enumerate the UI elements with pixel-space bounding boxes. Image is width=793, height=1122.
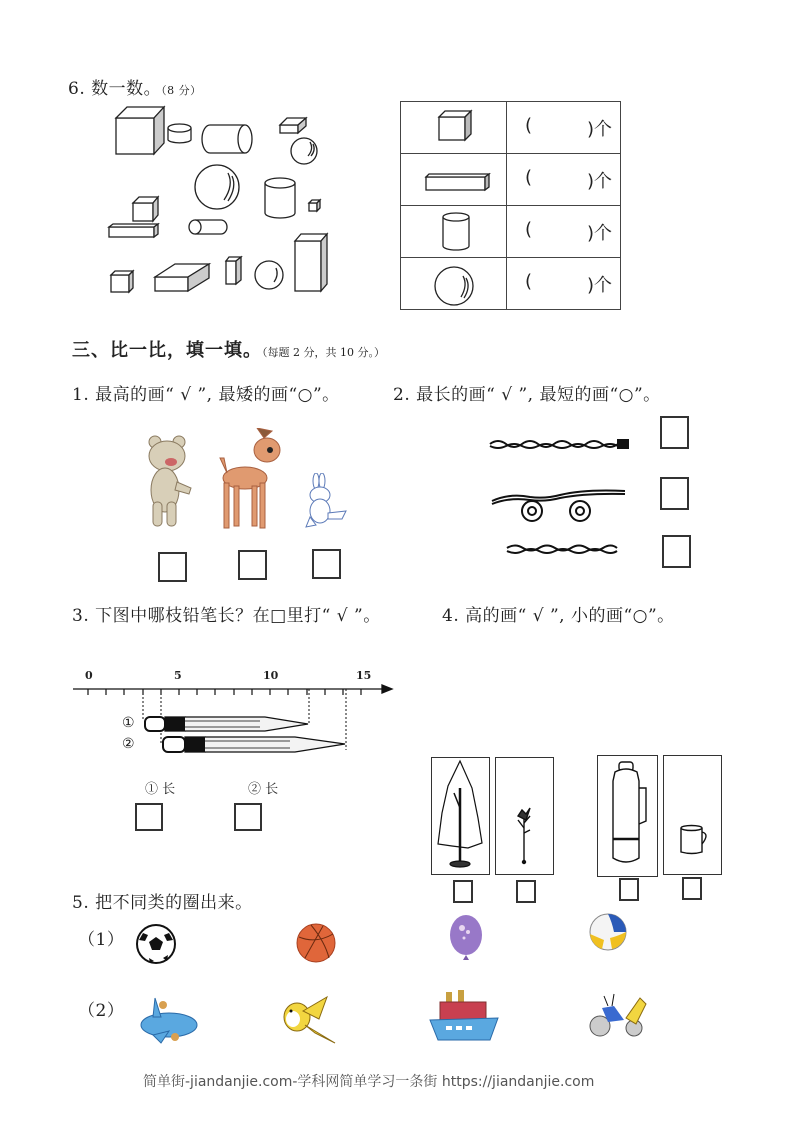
ruler-tick-label: 5: [174, 669, 182, 682]
checkbox-rope-1[interactable]: [660, 416, 689, 449]
checkbox-cup[interactable]: [682, 877, 702, 900]
ruler-tick-label: 0: [85, 669, 93, 682]
section-title: 三、比一比，填一填。: [72, 340, 262, 361]
q6-title: [68, 74, 202, 99]
answer-field-sphere[interactable]: ( )个: [507, 258, 621, 310]
count-row-sphere: [401, 258, 621, 310]
balloon-image[interactable]: [448, 914, 484, 966]
cube-icon: [111, 271, 133, 292]
volleyball-image[interactable]: [588, 912, 628, 952]
sphere-icon: [195, 165, 239, 209]
rope-looped-image: [490, 485, 630, 525]
ruler-tick-label: 15: [356, 669, 372, 682]
airplane-image[interactable]: [135, 993, 203, 1045]
checkbox-rope-3[interactable]: [662, 535, 691, 568]
basketball-image[interactable]: [295, 922, 337, 964]
q1-text: 1. 最高的画“ √ ”, 最矮的画“○”。: [72, 385, 340, 405]
cuboid-icon: [295, 234, 327, 291]
bear-image: [145, 430, 197, 530]
checkbox-pencil-2[interactable]: [234, 803, 262, 831]
q5-row1-label: （1）: [78, 930, 125, 950]
option-1-label: ① 长: [145, 782, 176, 797]
deer-image: [212, 428, 287, 533]
cuboid-icon: [109, 224, 158, 237]
checkbox-bear[interactable]: [158, 552, 187, 582]
rope-straight-image: [488, 436, 633, 452]
cup-card: [663, 755, 722, 875]
answer-field-cylinder[interactable]: ( )个: [507, 206, 621, 258]
sphere-icon: [291, 138, 317, 164]
section-note: （每题 2 分，共 10 分。）: [262, 346, 385, 359]
count-row-cuboid: [401, 154, 621, 206]
pencil-1-label: ①: [122, 715, 135, 731]
option-2-label: ② 长: [248, 782, 279, 797]
count-row-cube: [401, 102, 621, 154]
checkbox-small-tree[interactable]: [516, 880, 536, 903]
cylinder-icon: [401, 206, 507, 258]
q4-text: 4. 高的画“ √ ”, 小的画“○”。: [442, 606, 675, 626]
count-table: [400, 101, 621, 310]
cube-icon: [401, 102, 507, 154]
cylinder-icon: [168, 124, 191, 143]
cylinder-icon: [202, 125, 252, 153]
shapes-collection: [95, 100, 340, 305]
checkbox-thermos[interactable]: [619, 878, 639, 901]
cube-icon: [133, 197, 158, 221]
checkbox-rabbit[interactable]: [312, 549, 341, 579]
cuboid-icon: [280, 118, 306, 133]
sphere-icon: [255, 261, 283, 289]
cube-icon: [116, 107, 164, 154]
checkbox-tall-tree[interactable]: [453, 880, 473, 903]
cylinder-icon: [265, 178, 295, 218]
checkbox-pencil-1[interactable]: [135, 803, 163, 831]
cuboid-icon: [401, 154, 507, 206]
q3-text: 3. 下图中哪枝铅笔长？在□里打“ √ ”。: [72, 606, 381, 626]
rope-short-image: [505, 542, 620, 556]
q5-row2-label: （2）: [78, 1001, 125, 1021]
thermos-card: [597, 755, 658, 877]
answer-field-cuboid[interactable]: ( )个: [507, 154, 621, 206]
q6-score: （8 分）: [161, 84, 202, 97]
cuboid-icon: [155, 264, 209, 291]
bird-image[interactable]: [275, 993, 340, 1048]
small-tree-card: [495, 757, 554, 875]
pencil-2-label: ②: [122, 736, 135, 752]
cube-icon: [309, 200, 320, 211]
q6-title-text: 6. 数一数。: [68, 79, 162, 99]
soccer-ball-image[interactable]: [135, 923, 177, 965]
cuboid-icon: [226, 257, 241, 284]
section-heading: [72, 336, 385, 362]
ship-image[interactable]: [428, 988, 500, 1046]
sphere-icon: [401, 258, 507, 310]
q2-text: 2. 最长的画“ √ ”, 最短的画“○”。: [393, 385, 661, 405]
count-row-cylinder: [401, 206, 621, 258]
cylinder-icon: [189, 220, 227, 234]
answer-field-cube[interactable]: ( )个: [507, 102, 621, 154]
q5-text: 5. 把不同类的圈出来。: [72, 893, 253, 913]
ruler-with-pencils: [70, 665, 400, 760]
motorcycle-image[interactable]: [588, 990, 650, 1040]
rabbit-image: [302, 473, 350, 528]
tall-tree-card: [431, 757, 490, 875]
checkbox-rope-2[interactable]: [660, 477, 689, 510]
footer-watermark: 简单街-jiandanjie.com-学科网简单学习一条街 https://jiandanjie.com: [143, 1074, 595, 1090]
ruler-tick-label: 10: [263, 669, 279, 682]
checkbox-deer[interactable]: [238, 550, 267, 580]
